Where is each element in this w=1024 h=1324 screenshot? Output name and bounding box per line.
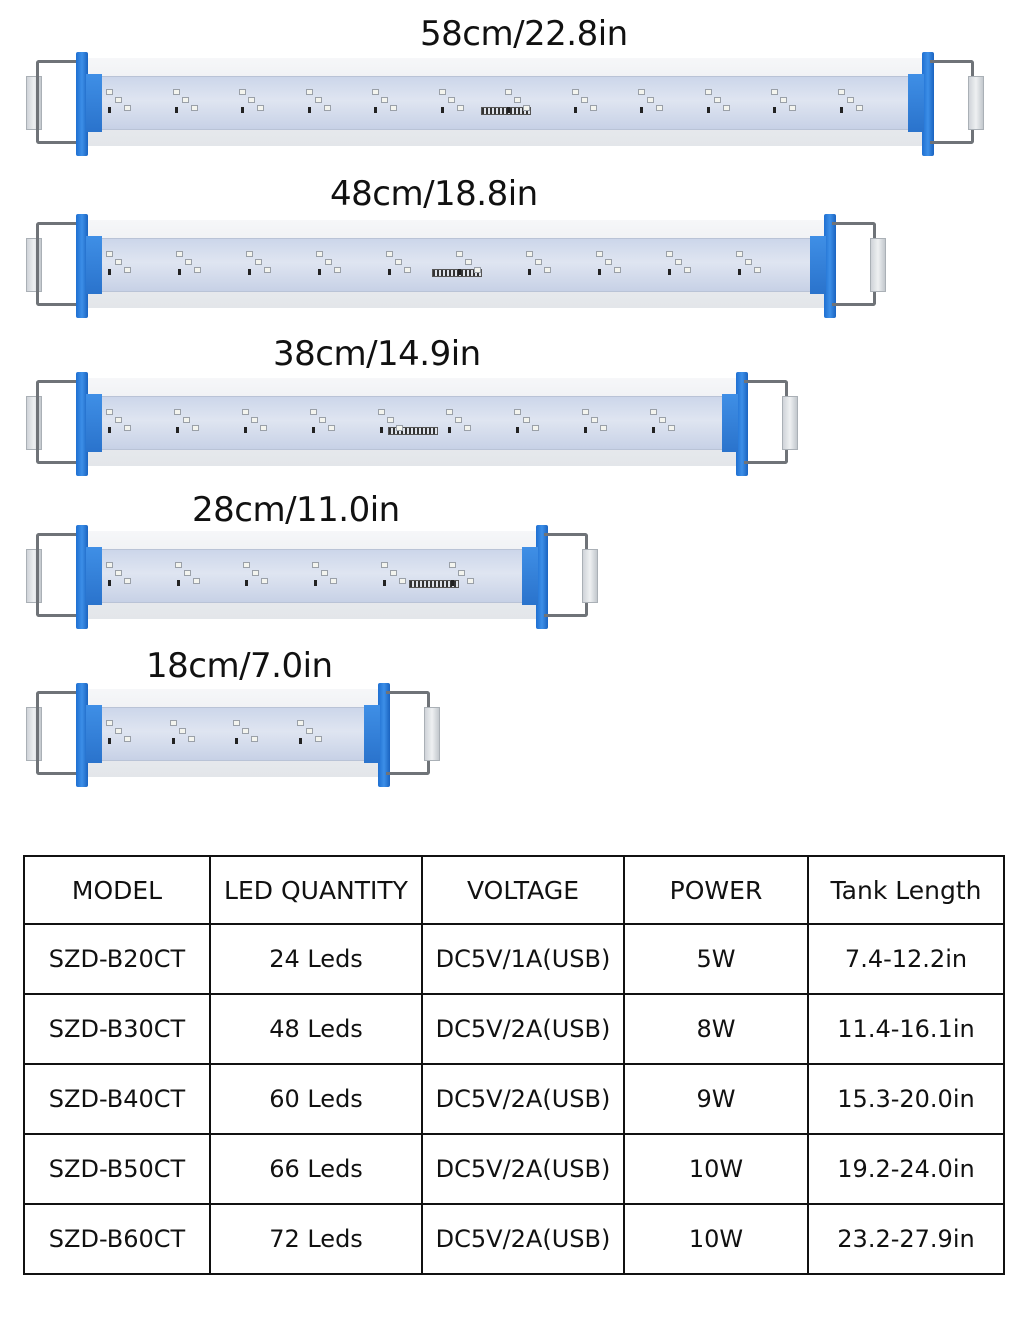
header-led-quantity: LED QUANTITY [210, 856, 422, 924]
led-panel [96, 396, 728, 450]
led-chip-icon [170, 720, 177, 726]
led-chip-icon [328, 425, 335, 431]
resistor-icon [108, 269, 111, 275]
led-chip-icon [310, 409, 317, 415]
resistor-icon [388, 269, 391, 275]
resistor-icon [773, 107, 776, 113]
led-chip-icon [106, 720, 113, 726]
led-chip-icon [194, 267, 201, 273]
led-chip-icon [467, 578, 474, 584]
resistor-icon [244, 427, 247, 433]
end-cap-block-left [86, 236, 102, 294]
led-chip-icon [387, 417, 394, 423]
resistor-icon [299, 738, 302, 744]
resistor-icon [172, 738, 175, 744]
led-chip-icon [306, 728, 313, 734]
resistor-icon [668, 269, 671, 275]
header-voltage: VOLTAGE [422, 856, 624, 924]
led-chip-icon [324, 105, 331, 111]
resistor-icon [108, 427, 111, 433]
led-chip-icon [184, 570, 191, 576]
end-cap-block-left [86, 705, 102, 763]
extendable-bracket-left [36, 380, 80, 464]
cell-led-quantity: 24 Leds [210, 924, 422, 994]
led-chip-icon [381, 97, 388, 103]
led-chip-icon [179, 728, 186, 734]
resistor-icon [318, 269, 321, 275]
led-chip-icon [526, 251, 533, 257]
resistor-icon [441, 107, 444, 113]
led-chip-icon [176, 251, 183, 257]
cell-tank-length: 15.3-20.0in [808, 1064, 1004, 1134]
led-chip-icon [124, 736, 131, 742]
led-chip-icon [115, 417, 122, 423]
led-panel [96, 707, 370, 761]
led-chip-icon [242, 409, 249, 415]
led-chip-icon [754, 267, 761, 273]
led-chip-icon [115, 259, 122, 265]
led-chip-icon [659, 417, 666, 423]
end-cap-block-right [522, 547, 538, 605]
cell-led-quantity: 72 Leds [210, 1204, 422, 1274]
resistor-icon [598, 269, 601, 275]
led-chip-icon [174, 409, 181, 415]
led-chip-icon [185, 259, 192, 265]
led-chip-icon [316, 251, 323, 257]
bracket-grip-right [782, 396, 798, 450]
led-chip-icon [736, 251, 743, 257]
led-chip-icon [106, 562, 113, 568]
led-chip-icon [188, 736, 195, 742]
resistor-icon [380, 427, 383, 433]
resistor-icon [374, 107, 377, 113]
lamp-size-label-38cm: 38cm/14.9in [273, 334, 481, 374]
aquarium-light-48cm [26, 214, 886, 320]
led-chip-icon [315, 736, 322, 742]
led-chip-icon [243, 562, 250, 568]
resistor-icon [108, 738, 111, 744]
resistor-icon [584, 427, 587, 433]
led-chip-icon [106, 89, 113, 95]
led-chip-icon [668, 425, 675, 431]
resistor-icon [314, 580, 317, 586]
led-chip-icon [395, 259, 402, 265]
led-chip-icon [182, 97, 189, 103]
led-chip-icon [306, 89, 313, 95]
header-tank-length: Tank Length [808, 856, 1004, 924]
cell-voltage: DC5V/2A(USB) [422, 1204, 624, 1274]
led-panel [96, 549, 528, 603]
cell-power: 8W [624, 994, 808, 1064]
aquarium-light-18cm [26, 683, 440, 787]
resistor-icon [448, 427, 451, 433]
cell-power: 10W [624, 1204, 808, 1274]
extendable-bracket-left [36, 60, 80, 144]
led-chip-icon [600, 425, 607, 431]
resistor-icon [707, 107, 710, 113]
extendable-bracket-left [36, 533, 80, 617]
extendable-bracket-left [36, 222, 80, 306]
led-chip-icon [334, 267, 341, 273]
led-chip-icon [396, 425, 403, 431]
cell-voltage: DC5V/2A(USB) [422, 1134, 624, 1204]
led-chip-icon [523, 417, 530, 423]
resistor-icon [175, 107, 178, 113]
cell-voltage: DC5V/1A(USB) [422, 924, 624, 994]
led-chip-icon [771, 89, 778, 95]
led-chip-icon [192, 425, 199, 431]
led-panel [96, 238, 816, 292]
led-chip-icon [847, 97, 854, 103]
led-chip-icon [124, 578, 131, 584]
led-chip-icon [723, 105, 730, 111]
led-chip-icon [242, 728, 249, 734]
end-cap-block-left [86, 547, 102, 605]
end-cap-block-right [722, 394, 738, 452]
cell-tank-length: 23.2-27.9in [808, 1204, 1004, 1274]
led-chip-icon [581, 97, 588, 103]
bracket-grip-right [582, 549, 598, 603]
lamp-size-label-58cm: 58cm/22.8in [420, 14, 628, 54]
led-chip-icon [714, 97, 721, 103]
led-chip-icon [591, 417, 598, 423]
led-chip-icon [446, 409, 453, 415]
resistor-icon [176, 427, 179, 433]
led-chip-icon [582, 409, 589, 415]
led-chip-icon [605, 259, 612, 265]
led-chip-icon [856, 105, 863, 111]
resistor-icon [507, 107, 510, 113]
led-chip-icon [514, 409, 521, 415]
led-chip-icon [193, 578, 200, 584]
led-chip-icon [656, 105, 663, 111]
cell-tank-length: 11.4-16.1in [808, 994, 1004, 1064]
led-chip-icon [252, 570, 259, 576]
resistor-icon [241, 107, 244, 113]
resistor-icon [108, 580, 111, 586]
resistor-icon [652, 427, 655, 433]
end-cap-block-right [908, 74, 924, 132]
led-chip-icon [449, 562, 456, 568]
led-chip-icon [251, 736, 258, 742]
lamp-size-label-48cm: 48cm/18.8in [330, 174, 538, 214]
led-chip-icon [261, 578, 268, 584]
lamp-size-label-28cm: 28cm/11.0in [192, 490, 400, 530]
led-chip-icon [572, 89, 579, 95]
resistor-icon [516, 427, 519, 433]
led-chip-icon [457, 105, 464, 111]
led-chip-icon [505, 89, 512, 95]
led-chip-icon [535, 259, 542, 265]
led-chip-icon [115, 728, 122, 734]
led-chip-icon [458, 570, 465, 576]
led-chip-icon [464, 425, 471, 431]
led-chip-icon [745, 259, 752, 265]
led-chip-icon [239, 89, 246, 95]
resistor-icon [528, 269, 531, 275]
cell-led-quantity: 66 Leds [210, 1134, 422, 1204]
led-chip-icon [647, 97, 654, 103]
cell-model: SZD-B60CT [24, 1204, 210, 1274]
aquarium-light-38cm [26, 372, 798, 478]
led-chip-icon [514, 97, 521, 103]
cell-tank-length: 19.2-24.0in [808, 1134, 1004, 1204]
led-chip-icon [789, 105, 796, 111]
led-chip-icon [260, 425, 267, 431]
led-chip-icon [124, 105, 131, 111]
led-chip-icon [115, 570, 122, 576]
cell-voltage: DC5V/2A(USB) [422, 1064, 624, 1134]
led-chip-icon [439, 89, 446, 95]
led-chip-icon [321, 570, 328, 576]
cell-voltage: DC5V/2A(USB) [422, 994, 624, 1064]
bracket-grip-right [968, 76, 984, 130]
header-model: MODEL [24, 856, 210, 924]
led-chip-icon [614, 267, 621, 273]
resistor-icon [738, 269, 741, 275]
cell-power: 5W [624, 924, 808, 994]
cell-led-quantity: 48 Leds [210, 994, 422, 1064]
led-chip-icon [456, 251, 463, 257]
led-chip-icon [675, 259, 682, 265]
end-cap-block-right [810, 236, 826, 294]
cell-model: SZD-B30CT [24, 994, 210, 1064]
resistor-icon [308, 107, 311, 113]
led-chip-icon [455, 417, 462, 423]
led-chip-icon [474, 267, 481, 273]
resistor-icon [178, 269, 181, 275]
table-row [24, 994, 1004, 1064]
led-chip-icon [684, 267, 691, 273]
bracket-grip-right [424, 707, 440, 761]
led-chip-icon [838, 89, 845, 95]
led-chip-icon [264, 267, 271, 273]
end-cap-block-left [86, 394, 102, 452]
table-header-row [24, 856, 1004, 924]
led-chip-icon [124, 267, 131, 273]
led-chip-icon [399, 578, 406, 584]
led-chip-icon [404, 267, 411, 273]
led-panel [96, 76, 914, 130]
aquarium-light-58cm [26, 52, 984, 158]
led-chip-icon [532, 425, 539, 431]
led-chip-icon [233, 720, 240, 726]
cell-power: 10W [624, 1134, 808, 1204]
led-chip-icon [544, 267, 551, 273]
extendable-bracket-left [36, 691, 80, 775]
end-cap-block-right [364, 705, 380, 763]
led-chip-icon [325, 259, 332, 265]
resistor-icon [640, 107, 643, 113]
bracket-grip-right [870, 238, 886, 292]
led-chip-icon [650, 409, 657, 415]
lamp-size-label-18cm: 18cm/7.0in [146, 646, 333, 686]
led-chip-icon [106, 409, 113, 415]
table-row [24, 924, 1004, 994]
led-chip-icon [590, 105, 597, 111]
led-chip-icon [115, 97, 122, 103]
cell-model: SZD-B40CT [24, 1064, 210, 1134]
resistor-icon [245, 580, 248, 586]
led-chip-icon [780, 97, 787, 103]
led-chip-icon [523, 105, 530, 111]
led-chip-icon [330, 578, 337, 584]
cell-model: SZD-B20CT [24, 924, 210, 994]
spec-table [23, 855, 1005, 1275]
led-chip-icon [596, 251, 603, 257]
aquarium-light-28cm [26, 525, 598, 631]
resistor-icon [108, 107, 111, 113]
led-chip-icon [191, 105, 198, 111]
led-chip-icon [183, 417, 190, 423]
led-chip-icon [638, 89, 645, 95]
led-chip-icon [390, 570, 397, 576]
led-chip-icon [319, 417, 326, 423]
table-row [24, 1204, 1004, 1274]
resistor-icon [177, 580, 180, 586]
led-chip-icon [246, 251, 253, 257]
resistor-icon [840, 107, 843, 113]
led-chip-icon [106, 251, 113, 257]
led-chip-icon [297, 720, 304, 726]
led-chip-icon [315, 97, 322, 103]
table-row [24, 1064, 1004, 1134]
led-chip-icon [248, 97, 255, 103]
cell-tank-length: 7.4-12.2in [808, 924, 1004, 994]
led-chip-icon [378, 409, 385, 415]
led-chip-icon [255, 259, 262, 265]
resistor-icon [312, 427, 315, 433]
led-chip-icon [386, 251, 393, 257]
resistor-icon [248, 269, 251, 275]
led-chip-icon [257, 105, 264, 111]
cell-model: SZD-B50CT [24, 1134, 210, 1204]
resistor-icon [451, 580, 454, 586]
resistor-icon [235, 738, 238, 744]
resistor-icon [383, 580, 386, 586]
led-chip-icon [390, 105, 397, 111]
cell-led-quantity: 60 Leds [210, 1064, 422, 1134]
resistor-icon [574, 107, 577, 113]
cell-power: 9W [624, 1064, 808, 1134]
led-chip-icon [175, 562, 182, 568]
led-chip-icon [312, 562, 319, 568]
end-cap-block-left [86, 74, 102, 132]
led-chip-icon [124, 425, 131, 431]
led-chip-icon [372, 89, 379, 95]
led-chip-icon [173, 89, 180, 95]
header-power: POWER [624, 856, 808, 924]
led-chip-icon [448, 97, 455, 103]
resistor-icon [458, 269, 461, 275]
led-chip-icon [251, 417, 258, 423]
led-chip-icon [465, 259, 472, 265]
table-row [24, 1134, 1004, 1204]
led-chip-icon [381, 562, 388, 568]
led-chip-icon [666, 251, 673, 257]
led-chip-icon [705, 89, 712, 95]
